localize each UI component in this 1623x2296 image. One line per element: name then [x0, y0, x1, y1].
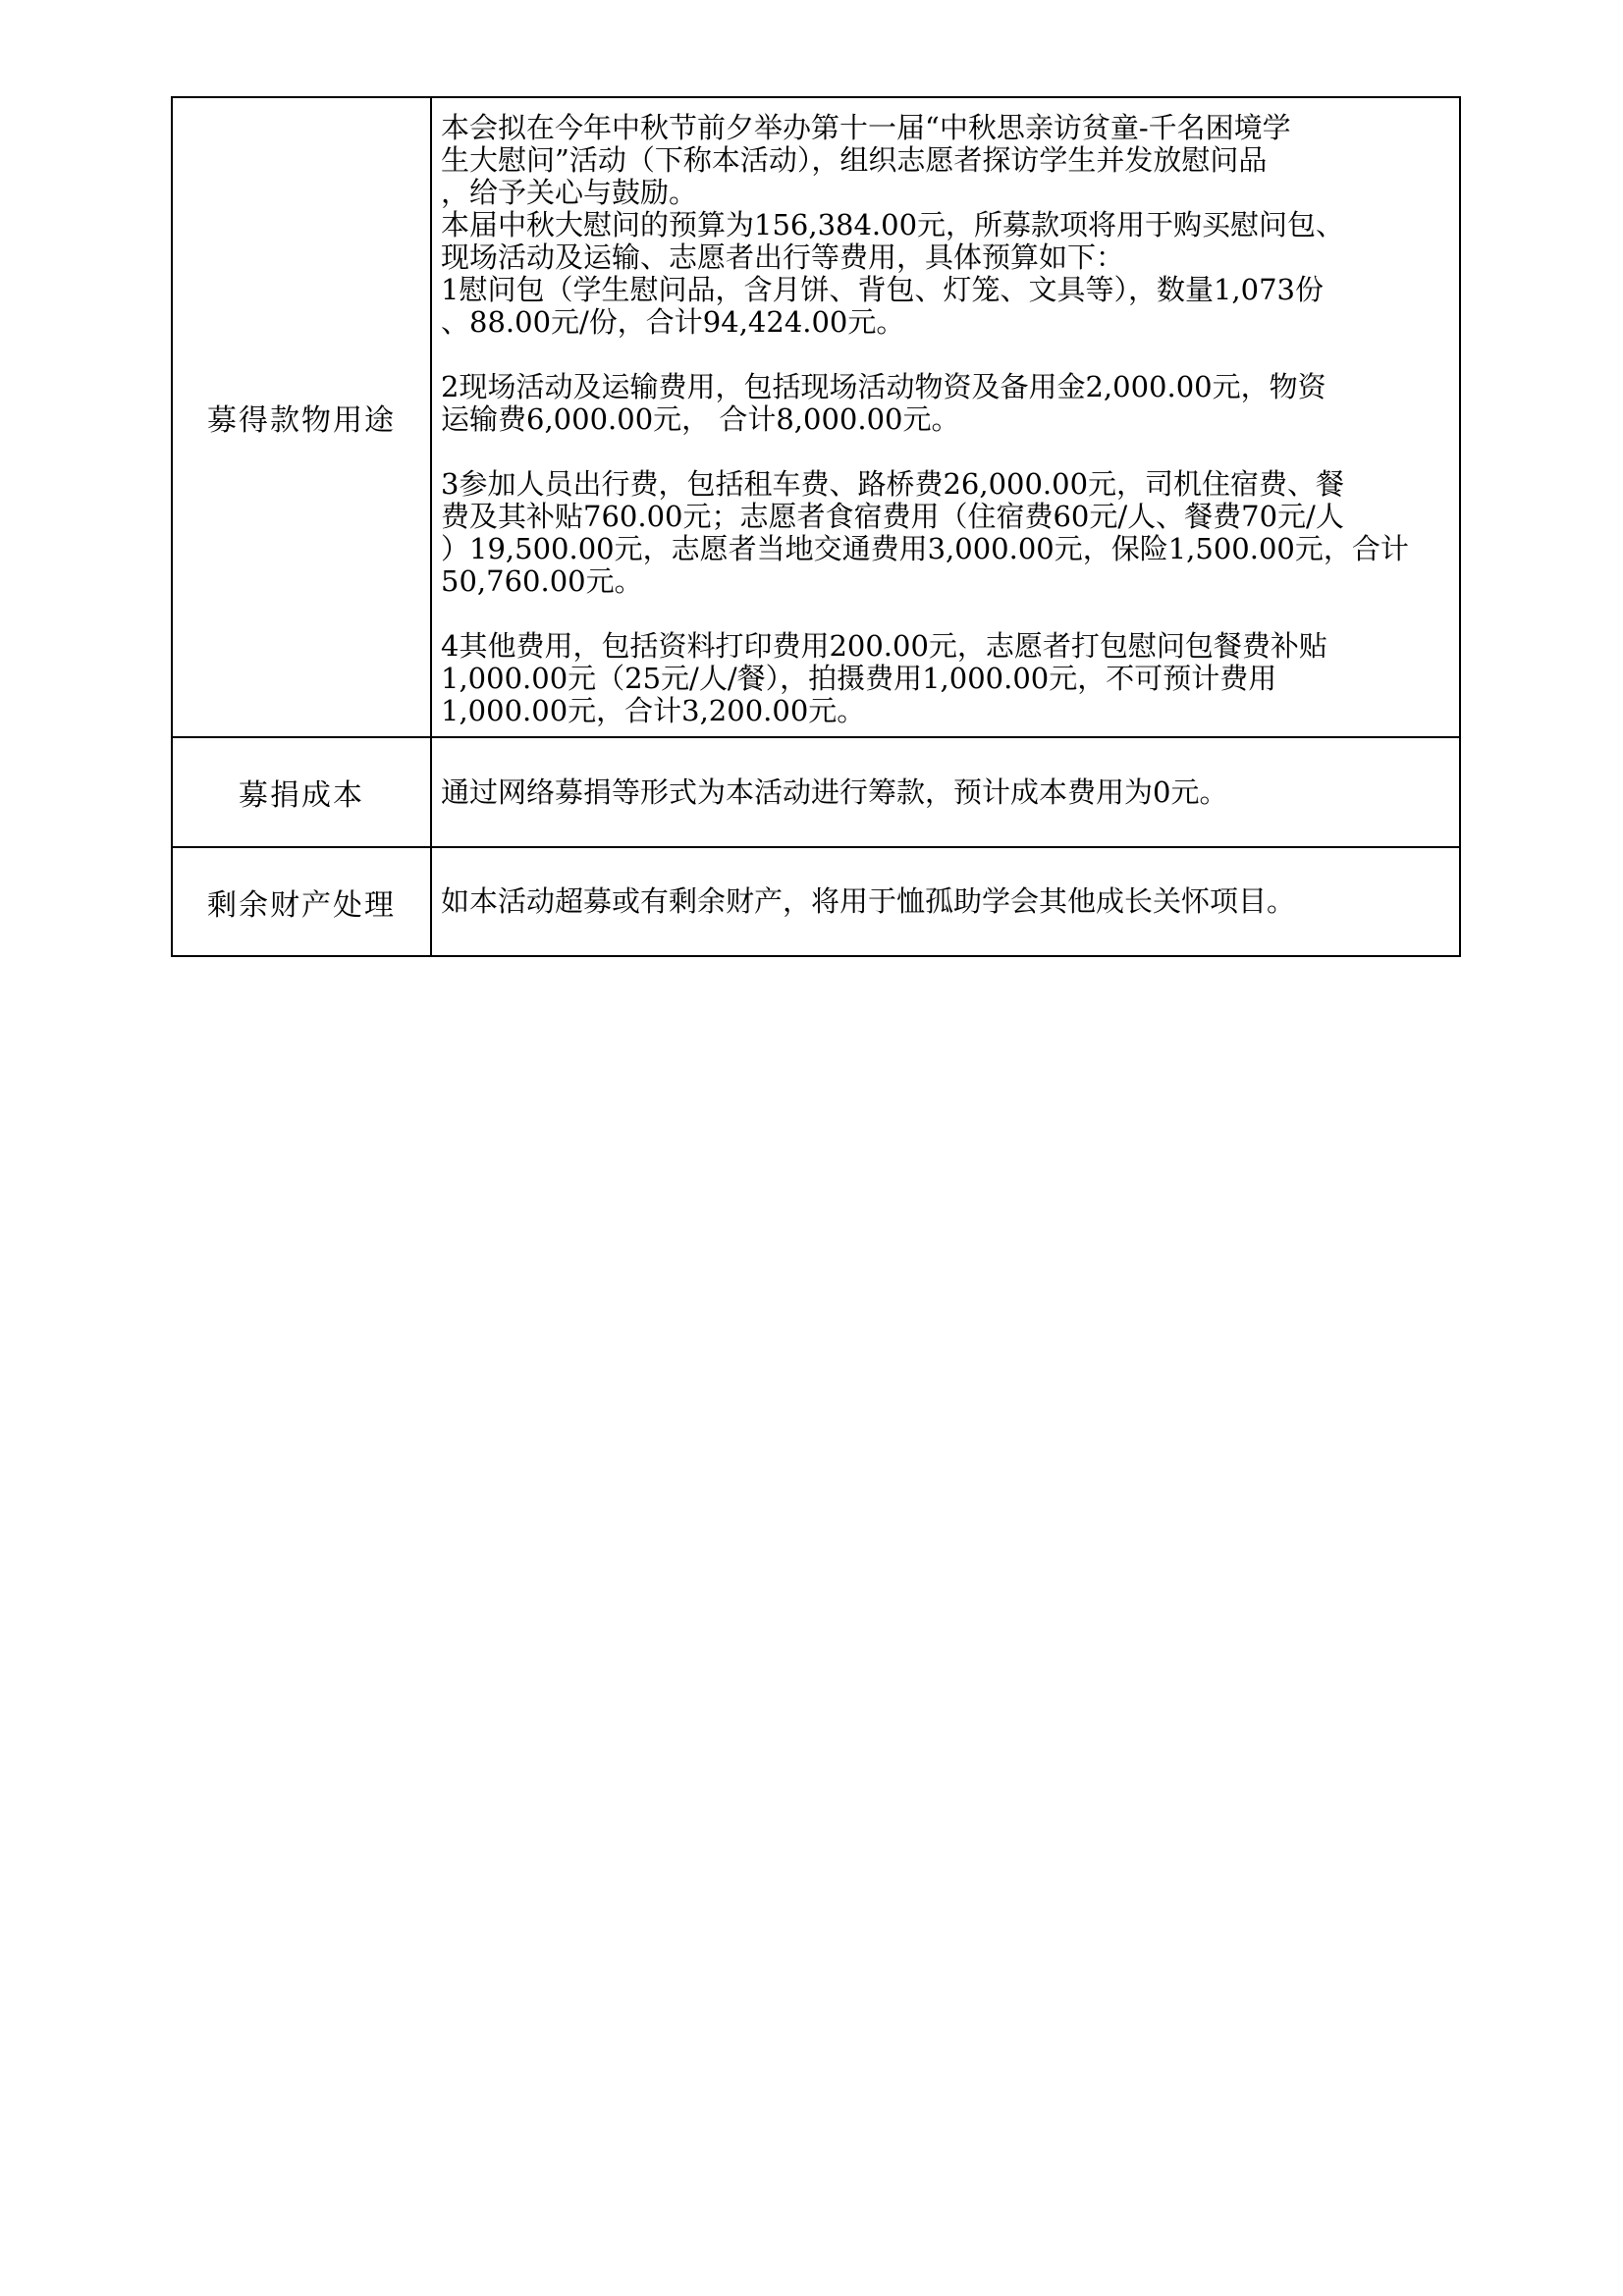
row-label-surplus: 剩余财产处理: [172, 847, 431, 956]
usage-line: 4其他费用，包括资料打印费用200.00元，志愿者打包慰问包餐费补贴: [441, 628, 1327, 663]
usage-line: 1慰问包（学生慰问品，含月饼、背包、灯笼、文具等），数量1,073份: [441, 272, 1324, 306]
usage-line: ）19,500.00元，志愿者当地交通费用3,000.00元，保险1,500.00元，合计: [441, 531, 1409, 565]
usage-content: [431, 97, 1460, 737]
usage-line: 运输费6,000.00元， 合计8,000.00元。: [441, 401, 960, 436]
usage-line: 1,000.00元，合计3,200.00元。: [441, 693, 866, 727]
paragraph-gap: [441, 436, 1449, 468]
surplus-content: 如本活动超募或有剩余财产，将用于恤孤助学会其他成长关怀项目。: [431, 847, 1460, 956]
usage-line: 本届中秋大慰问的预算为156,384.00元，所募款项将用于购买慰问包、: [441, 207, 1345, 241]
paragraph-gap: [441, 339, 1449, 371]
table-row-cost: [172, 737, 1460, 847]
usage-line: 生大慰问”活动（下称本活动），组织志愿者探访学生并发放慰问品: [441, 142, 1268, 177]
usage-line: 3参加人员出行费，包括租车费、路桥费26,000.00元，司机住宿费、餐: [441, 466, 1345, 501]
cost-content: 通过网络募捐等形式为本活动进行筹款，预计成本费用为0元。: [431, 737, 1460, 847]
row-label-cost: 募捐成本: [172, 737, 431, 847]
usage-line: 2现场活动及运输费用，包括现场活动物资及备用金2,000.00元，物资: [441, 369, 1326, 403]
row-label-usage: 募得款物用途: [172, 97, 431, 737]
usage-line: 50,760.00元。: [441, 563, 643, 598]
table-row-usage: [172, 97, 1460, 737]
usage-line: 1,000.00元（25元/人/餐），拍摄费用1,000.00元，不可预计费用: [441, 661, 1277, 695]
fundraising-table: [171, 96, 1461, 957]
usage-line: 费及其补贴760.00元；志愿者食宿费用（住宿费60元/人、餐费70元/人: [441, 499, 1344, 533]
usage-line: 、88.00元/份，合计94,424.00元。: [441, 304, 905, 339]
usage-line: 本会拟在今年中秋节前夕举办第十一届“中秋思亲访贫童-千名困境学: [441, 110, 1291, 144]
paragraph-gap: [441, 598, 1449, 630]
usage-line: ，给予关心与鼓励。: [441, 175, 698, 209]
usage-line: 现场活动及运输、志愿者出行等费用，具体预算如下：: [441, 240, 1125, 274]
table-row-surplus: [172, 847, 1460, 956]
